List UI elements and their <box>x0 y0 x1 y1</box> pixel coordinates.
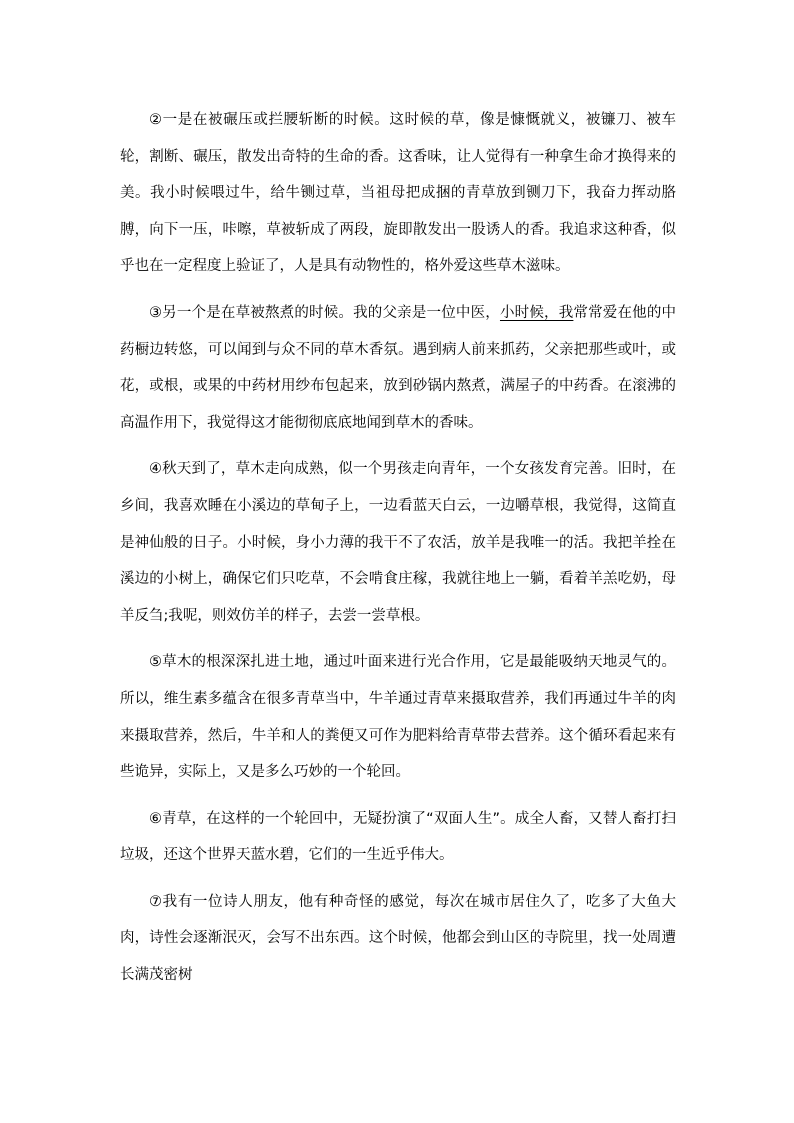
paragraph-2: ②一是在被碾压或拦腰斩断的时候。这时候的草，像是慷慨就义，被镰刀、被车轮，割断、碾压，散发出奇特的生命的香。这香味，让人觉得有一种拿生命才换得来的美。我小时候喂过牛，给牛铡过草，当祖母把成捆的青草放到铡刀下，我奋力挥动胳膊，向下一压，咔嚓，草被斩成了两段，旋即散发出一股诱人的香。我追求这种香，似乎也在一定程度上验证了，人是具有动物性的，格外爱这些草木滋味。 <box>120 112 676 275</box>
paragraph-5: ⑤草木的根深深扎进土地，通过叶面来进行光合作用，它是最能吸纳天地灵气的。所以，维生素多蕴含在很多青草当中，牛羊通过青草来摄取营养，我们再通过牛羊的肉来摄取营养，然后，牛羊和人的粪便又可作为肥料给青草带去营养。这个循环看起来有些诡异，实际上，又是多么巧妙的一个轮回。 <box>120 654 676 781</box>
paragraph-7: ⑦我有一位诗人朋友，他有种奇怪的感觉，每次在城市居住久了，吃多了大鱼大肉，诗性会逐渐泯灭，会写不出东西。这个时候，他都会到山区的寺院里，找一处周遭长满茂密树 <box>120 893 676 984</box>
paragraph-3-lead: ③另一个是在草被熬煮的时候。我的父亲是一位中医， <box>149 304 500 321</box>
paragraph-4: ④秋天到了，草木走向成熟，似一个男孩走向青年，一个女孩发育完善。旧时，在乡间，我喜欢睡在小溪边的草甸子上，一边看蓝天白云，一边嚼草根，我觉得，这简直是神仙般的日子。小时候，身小力薄的我干不了农活，放羊是我唯一的活。我把羊拴在溪边的小树上，确保它们只吃草，不会啃食庄稼，我就往地上一躺，看着羊羔吃奶，母羊反刍;我呢，则效仿羊的样子，去尝一尝草根。 <box>120 461 676 624</box>
underlined-phrase: 小时候，我 <box>499 304 574 321</box>
document-page <box>120 102 676 1004</box>
paragraph-3-rest: 常常爱在他的中药橱边转悠，可以闻到与众不同的草木香氛。遇到病人前来抓药，父亲把那些或叶，或花，或根，或果的中药材用纱布包起来，放到砂锅内熬煮，满屋子的中药香。在滚沸的高温作用下，我觉得这才能彻彻底底地闻到草木的香味。 <box>120 304 677 431</box>
paragraph-6: ⑥青草，在这样的一个轮回中，无疑扮演了“双面人生”。成全人畜，又替人畜打扫垃圾，还这个世界天蓝水碧，它们的一生近乎伟大。 <box>120 810 676 864</box>
paragraph-3 <box>120 295 676 441</box>
